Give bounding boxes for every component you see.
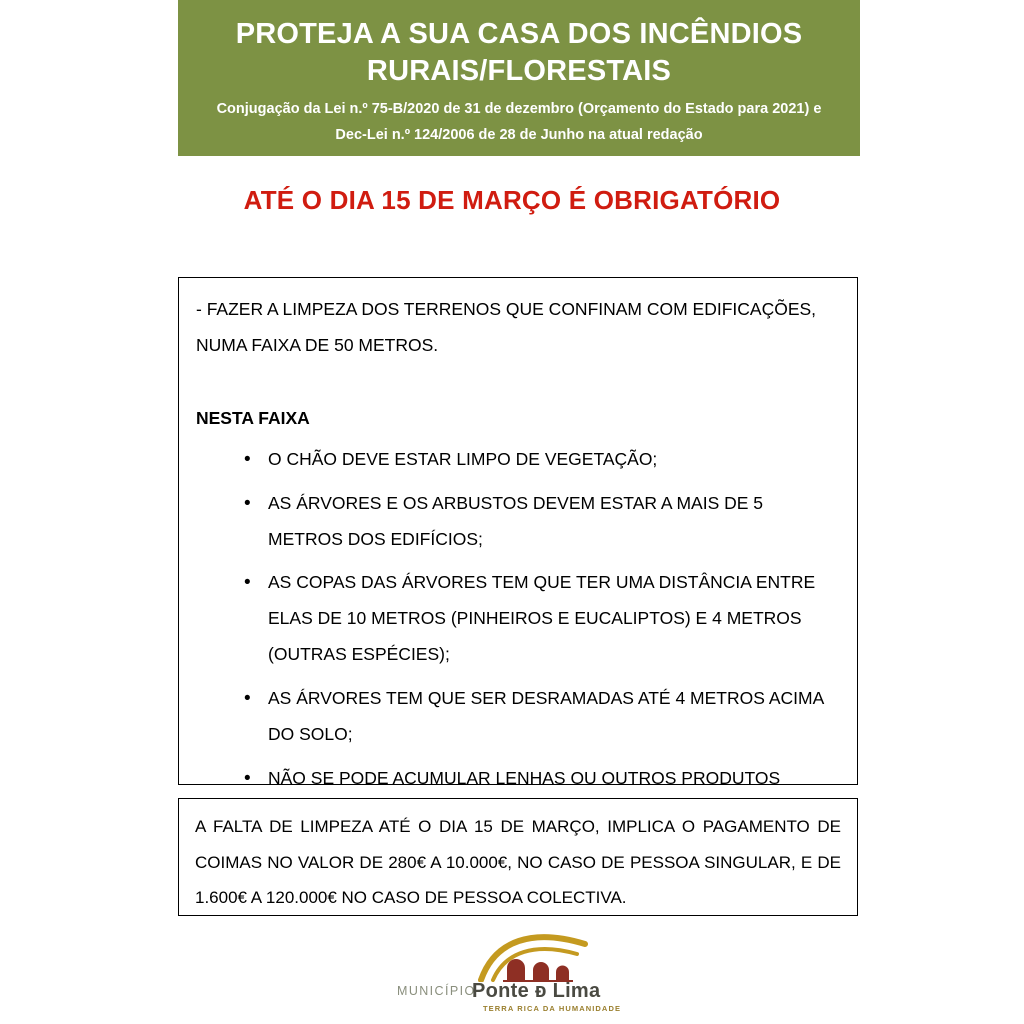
intro-line-2: NUMA FAIXA DE 50 METROS. [196,334,439,355]
logo-tagline: TERRA RICA DA HUMANIDADE [483,1004,622,1013]
logo-municipality-name: Ponte ᴆ Lima [472,980,601,1002]
intro-line-1: - FAZER A LIMPEZA DOS TERRENOS QUE CONFINAM COM EDIFICAÇÕES, [196,299,817,319]
list-item: • AS ÁRVORES TEM QUE SER DESRAMADAS ATÉ 4 METROS ACIMA DO SOLO; [196,681,840,753]
list-item: • AS ÁRVORES E OS ARBUSTOS DEVEM ESTAR A MAIS DE 5 METROS DOS EDIFÍCIOS; [196,486,840,558]
list-item: • AS COPAS DAS ÁRVORES TEM QUE TER UMA DISTÂNCIA ENTRE ELAS DE 10 METROS (PINHEIROS E EUCALIPTOS) E 4 METROS (OUTRAS ESPÉCIES); [196,565,840,673]
list-item: • O CHÃO DEVE ESTAR LIMPO DE VEGETAÇÃO; [196,442,840,478]
header-banner [178,0,860,156]
bridge-arches-icon [477,930,589,982]
logo-municipio-label: MUNICÍPIO [397,984,476,998]
page-title: PROTEJA A SUA CASA DOS INCÊNDIOS RURAIS/FLORESTAIS [235,18,803,88]
list-item: • NÃO SE PODE ACUMULAR LENHAS OU OUTROS PRODUTOS [196,761,840,797]
footer [0,930,1024,1020]
deadline-text: ATÉ O DIA 15 DE MARÇO É OBRIGATÓRIO [243,185,781,215]
penalty-text: A FALTA DE LIMPEZA ATÉ O DIA 15 DE MARÇO, IMPLICA O PAGAMENTO DE COIMAS NO VALOR DE 280€ A 10.000€, NO CASO DE PESSOA SINGULAR, E DE 1.600€ A 120.000€ NO CASO DE PESSOA COLECTIVA. [195,817,841,908]
section-label: NESTA FAIXA [196,407,310,428]
obligations-list [196,442,840,797]
obligations-box [178,277,858,788]
penalty-box [178,798,858,916]
page-subtitle: Conjugação da Lei n.º 75-B/2020 de 31 de dezembro (Orçamento do Estado para 2021) e Dec-Lei n.º 124/2006 de 28 de Junho na atual redação [216,101,822,143]
municipality-logo [397,930,627,1018]
